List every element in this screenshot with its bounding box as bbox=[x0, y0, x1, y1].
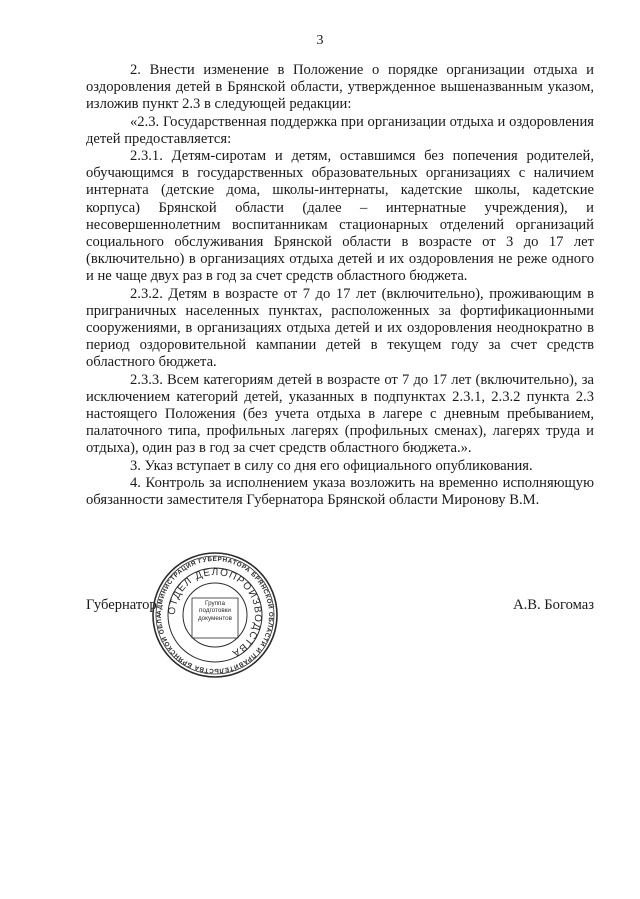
paragraph-clause-2-3-2: 2.3.2. Детям в возрасте от 7 до 17 лет (включительно), проживающим в приграничных населенных пунктах, расположенных за фортификационными сооружениями, в организациях отдыха детей и их оздоровления неоднократно в период оздоровительной кампании детей в текущем году за счет средств областного бюджета. bbox=[86, 285, 594, 371]
page-number: 3 bbox=[316, 33, 324, 48]
paragraph-item-2: 2. Внести изменение в Положение о порядке организации отдыха и оздоровления детей в Брянской области, утвержденное вышеназванным указом, изложив пункт 2.3 в следующей редакции: bbox=[86, 62, 594, 113]
paragraph-clause-2-3-1: 2.3.1. Детям-сиротам и детям, оставшимся без попечения родителей, обучающимся в государственных образовательных организациях с наличием интерната (детские дома, школы-интернаты, кадетские школы, кадетские корпуса) Брянской области (далее – интернатные учреждения), и несовершеннолетним воспитанникам стационарных отделений организаций социального обслуживания Брянской области в возрасте от 3 до 17 лет (включительно) в организациях отдыха детей и их оздоровления не реже одного и не чаще двух раз в год за счет средств областного бюджета. bbox=[86, 148, 594, 285]
paragraph-clause-2-3-3: 2.3.3. Всем категориям детей в возрасте от 7 до 17 лет (включительно), за исключением категорий детей, указанных в подпунктах 2.3.1, 2.3.2 пункта 2.3 настоящего Положения (без учета отдыха в лагере с дневным пребыванием, палаточного типа, профильных лагерях (профильных сменах), лагерях труда и отдыха), один раз в год за счет средств областного бюджета.». bbox=[86, 371, 594, 457]
stamp-center-text: Группа подготовки документов bbox=[197, 600, 233, 622]
office-stamp bbox=[150, 550, 280, 680]
paragraph-clause-2-3: «2.3. Государственная поддержка при организации отдыха и оздоровления детей предоставляется: bbox=[86, 113, 594, 147]
stamp-outer-text: АДМИНИСТРАЦИЯ ГУБЕРНАТОРА БРЯНСКОЙ ОБЛАСТИ И ПРАВИТЕЛЬСТВА БРЯНСКОЙ ОБЛА bbox=[155, 555, 275, 675]
signatory-name: А.В. Богомаз bbox=[513, 597, 594, 613]
signatory-title: Губернатор bbox=[86, 597, 157, 613]
paragraph-item-4: 4. Контроль за исполнением указа возложить на временно исполняющую обязанности заместителя Губернатора Брянской области Миронову В.М. bbox=[86, 474, 594, 509]
stamp-inner-text: ОТДЕЛ ДЕЛОПРОИЗВОДСТВА bbox=[166, 566, 264, 659]
paragraph-item-3: 3. Указ вступает в силу со дня его официального опубликования. bbox=[130, 457, 533, 474]
document-body bbox=[86, 62, 594, 509]
